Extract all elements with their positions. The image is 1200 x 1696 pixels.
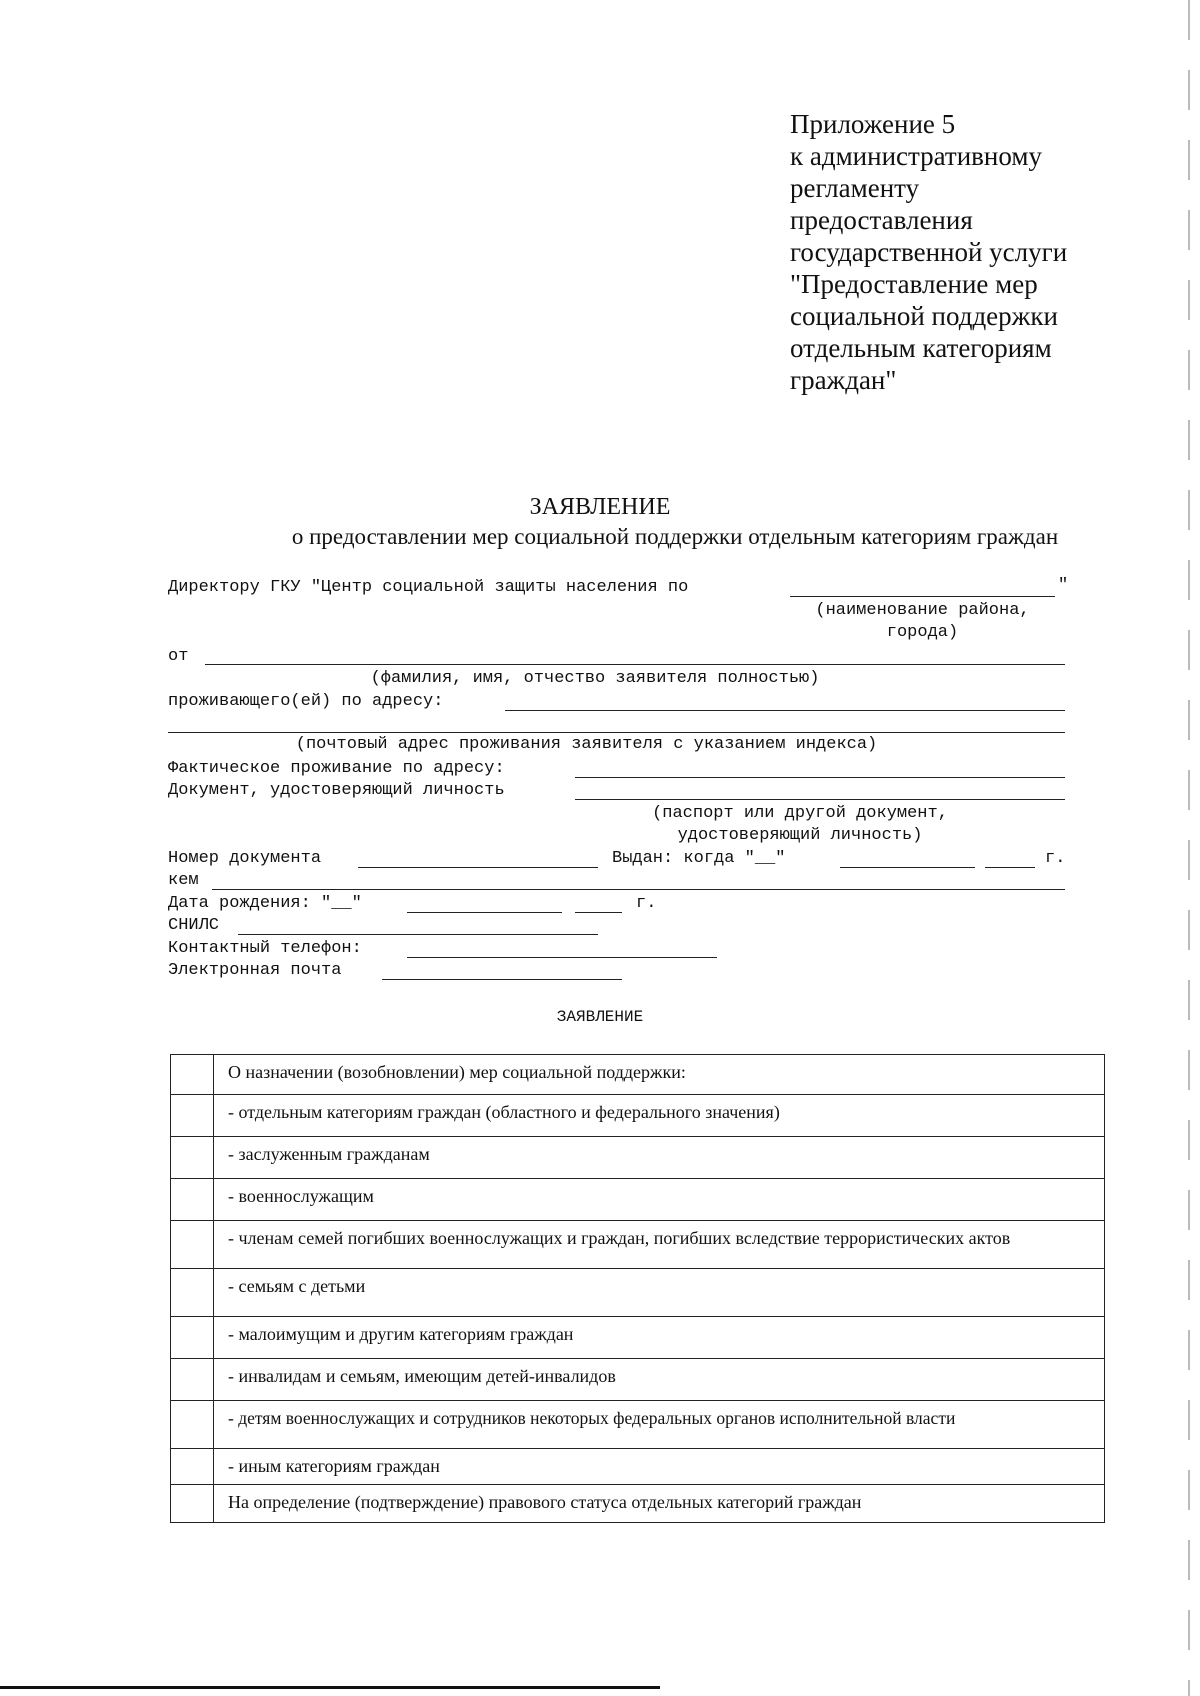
actual-address-label: Фактическое проживание по адресу: bbox=[168, 759, 505, 778]
table-row bbox=[171, 1137, 1105, 1179]
address-label: проживающего(ей) по адресу: bbox=[168, 692, 444, 711]
by-whom-label: кем bbox=[168, 871, 199, 890]
by-whom-field[interactable] bbox=[212, 889, 1065, 890]
year-suffix: г. bbox=[1045, 849, 1066, 868]
options-table bbox=[170, 1054, 1105, 1523]
snils-field[interactable] bbox=[238, 934, 598, 935]
issued-month-field[interactable] bbox=[840, 867, 975, 868]
option-label: - малоимущим и другим категориям граждан bbox=[214, 1317, 1105, 1359]
director-quote-end: " bbox=[1058, 576, 1069, 595]
table-row bbox=[171, 1221, 1105, 1269]
option-checkbox[interactable] bbox=[171, 1359, 214, 1401]
document-title: ЗАЯВЛЕНИЕ bbox=[529, 494, 671, 520]
postal-hint: (почтовый адрес проживания заявителя с указанием индекса) bbox=[295, 735, 878, 754]
appendix-line: к административному bbox=[790, 141, 1042, 171]
fio-hint: (фамилия, имя, отчество заявителя полностью) bbox=[370, 669, 820, 688]
option-checkbox[interactable] bbox=[171, 1179, 214, 1221]
option-checkbox[interactable] bbox=[171, 1485, 214, 1523]
option-checkbox[interactable] bbox=[171, 1095, 214, 1137]
appendix-line: предоставления bbox=[790, 205, 973, 235]
actual-address-field[interactable] bbox=[575, 777, 1065, 778]
table-row bbox=[171, 1095, 1105, 1137]
table-row bbox=[171, 1179, 1105, 1221]
table-row bbox=[171, 1485, 1105, 1523]
doc-number-field[interactable] bbox=[358, 867, 598, 868]
table-row bbox=[171, 1317, 1105, 1359]
phone-label: Контактный телефон: bbox=[168, 939, 362, 958]
option-checkbox[interactable] bbox=[171, 1317, 214, 1359]
option-checkbox[interactable] bbox=[171, 1055, 214, 1095]
table-row bbox=[171, 1269, 1105, 1317]
id-doc-hint-2: удостоверяющий личность) bbox=[677, 826, 923, 845]
option-checkbox[interactable] bbox=[171, 1401, 214, 1449]
appendix-line: регламенту bbox=[790, 173, 920, 203]
option-label: - детям военнослужащих и сотрудников некоторых федеральных органов исполнительной власти bbox=[214, 1401, 1105, 1449]
option-label: - заслуженным гражданам bbox=[214, 1137, 1105, 1179]
option-checkbox[interactable] bbox=[171, 1221, 214, 1269]
appendix-line: отдельным категориям bbox=[790, 333, 1052, 363]
phone-field[interactable] bbox=[407, 957, 717, 958]
email-field[interactable] bbox=[382, 979, 622, 980]
appendix-line: Приложение 5 bbox=[790, 109, 956, 139]
option-label: - членам семей погибших военнослужащих и граждан, погибших вследствие террористических актов bbox=[214, 1221, 1105, 1269]
id-doc-label: Документ, удостоверяющий личность bbox=[168, 781, 505, 800]
birth-month-field[interactable] bbox=[407, 912, 562, 913]
option-label: - военнослужащим bbox=[214, 1179, 1105, 1221]
id-doc-field[interactable] bbox=[575, 799, 1065, 800]
document-subtitle: о предоставлении мер социальной поддержки отдельным категориям граждан bbox=[291, 524, 1059, 549]
appendix-line: государственной услуги bbox=[790, 237, 1068, 267]
from-label: от bbox=[168, 647, 189, 666]
table-row bbox=[171, 1449, 1105, 1485]
email-label: Электронная почта bbox=[168, 961, 342, 980]
director-label: Директору ГКУ "Центр социальной защиты населения по bbox=[168, 578, 689, 597]
option-checkbox[interactable] bbox=[171, 1137, 214, 1179]
section-title: ЗАЯВЛЕНИЕ bbox=[556, 1008, 644, 1026]
table-row bbox=[171, 1055, 1105, 1095]
table-row bbox=[171, 1401, 1105, 1449]
option-label: - отдельным категориям граждан (областного и федерального значения) bbox=[214, 1095, 1105, 1137]
address-field-2[interactable] bbox=[168, 732, 1065, 733]
scan-edge-right bbox=[1188, 0, 1190, 1696]
issued-label: Выдан: когда "__" bbox=[612, 849, 786, 868]
birth-year-suffix: г. bbox=[636, 894, 657, 913]
snils-label: СНИЛС bbox=[168, 916, 220, 935]
option-checkbox[interactable] bbox=[171, 1269, 214, 1317]
appendix-note bbox=[790, 108, 1120, 396]
scan-edge-bottom bbox=[0, 1686, 660, 1689]
option-label: - инвалидам и семьям, имеющим детей-инвалидов bbox=[214, 1359, 1105, 1401]
address-field[interactable] bbox=[505, 710, 1065, 711]
issued-year-field[interactable] bbox=[985, 867, 1035, 868]
option-checkbox[interactable] bbox=[171, 1449, 214, 1485]
option-label: На определение (подтверждение) правового статуса отдельных категорий граждан bbox=[214, 1485, 1105, 1523]
district-field[interactable] bbox=[790, 596, 1055, 597]
option-label: О назначении (возобновлении) мер социальной поддержки: bbox=[214, 1055, 1105, 1095]
option-label: - иным категориям граждан bbox=[214, 1449, 1105, 1485]
district-hint-2: города) bbox=[886, 623, 959, 642]
doc-number-label: Номер документа bbox=[168, 849, 322, 868]
district-hint: (наименование района, bbox=[815, 601, 1030, 620]
appendix-line: "Предоставление мер bbox=[790, 269, 1038, 299]
appendix-line: социальной поддержки bbox=[790, 301, 1058, 331]
option-label: - семьям с детьми bbox=[214, 1269, 1105, 1317]
table-row bbox=[171, 1359, 1105, 1401]
id-doc-hint: (паспорт или другой документ, bbox=[652, 804, 948, 823]
birth-year-field[interactable] bbox=[575, 912, 622, 913]
birth-label: Дата рождения: "__" bbox=[168, 894, 362, 913]
appendix-line: граждан" bbox=[790, 365, 897, 395]
fio-field[interactable] bbox=[205, 664, 1065, 665]
